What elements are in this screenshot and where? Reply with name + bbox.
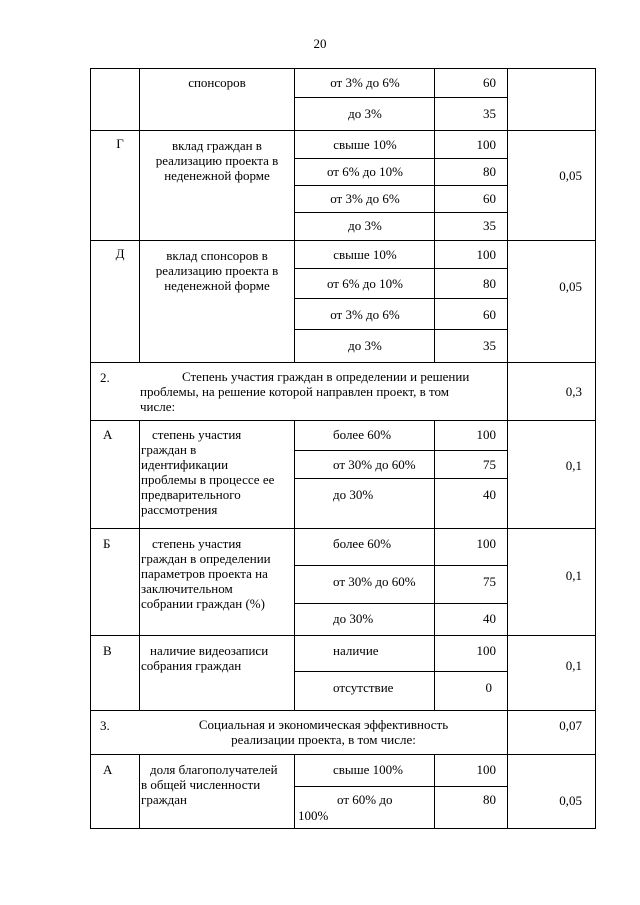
row-code: Г: [116, 136, 124, 151]
range-cell: от 60% до: [337, 792, 393, 807]
range-cell: до 3%: [348, 218, 382, 233]
indicator-name-line: заключительном: [141, 581, 233, 596]
section-title-line: Степень участия граждан в определении и решении: [182, 369, 470, 384]
weight-cell: 0,1: [565, 658, 582, 673]
score-cell: 40: [483, 487, 496, 502]
score-cell: 100: [476, 137, 496, 152]
indicator-name-line: вклад граждан в: [172, 138, 262, 153]
indicator-name-line: степень участия: [152, 536, 242, 551]
score-cell: 100: [476, 536, 496, 551]
range-cell: до 30%: [333, 611, 374, 626]
range-cell: от 3% до 6%: [330, 191, 400, 206]
row-code: Д: [115, 246, 125, 261]
range-cell: наличие: [333, 643, 379, 658]
range-cell: до 3%: [348, 106, 382, 121]
indicator-name-line: граждан в: [141, 442, 197, 457]
section-title-line: числе:: [140, 399, 176, 414]
indicator-name-line: граждан в определении: [141, 551, 271, 566]
indicator-name-line: вклад спонсоров в: [166, 248, 268, 263]
indicator-name-line: идентификации: [141, 457, 229, 472]
range-cell: более 60%: [333, 536, 392, 551]
range-cell: от 6% до 10%: [326, 276, 404, 291]
score-cell: 60: [483, 191, 496, 206]
range-cell: от 3% до 6%: [330, 75, 400, 90]
indicator-name-line: степень участия: [152, 427, 242, 442]
range-cell: до 3%: [348, 338, 382, 353]
row-code: А: [103, 762, 113, 777]
section-number: 3.: [100, 718, 110, 733]
score-cell: 100: [476, 427, 496, 442]
weight-cell: 0,05: [559, 793, 582, 808]
score-cell: 75: [483, 574, 496, 589]
row-code: А: [103, 427, 113, 442]
indicator-name-line: параметров проекта на: [141, 566, 268, 581]
indicator-name-line: наличие видеозаписи: [150, 643, 269, 658]
range-cell: от 30% до 60%: [333, 574, 416, 589]
range-cell: более 60%: [333, 427, 392, 442]
row-code: В: [103, 643, 112, 658]
section-number: 2.: [100, 370, 110, 385]
range-cell: от 6% до 10%: [326, 164, 404, 179]
indicator-name-line: рассмотрения: [141, 502, 218, 517]
weight-cell: 0,05: [559, 168, 582, 183]
range-cell: до 30%: [333, 487, 374, 502]
weight-cell: 0,1: [565, 458, 582, 473]
range-cell: от 3% до 6%: [330, 307, 400, 322]
page-number: 20: [313, 36, 327, 51]
score-cell: 100: [476, 247, 496, 262]
weight-cell: 0,3: [565, 384, 582, 399]
section-title-line: проблемы, на решение которой направлен проект, в том: [140, 384, 449, 399]
score-cell: 35: [483, 218, 496, 233]
section-title-line: реализации проекта, в том числе:: [231, 732, 416, 747]
indicator-name-line: собрании граждан (%): [141, 596, 265, 611]
weight-cell: 0,05: [559, 279, 582, 294]
score-cell: 80: [483, 164, 496, 179]
score-cell: 100: [476, 643, 496, 658]
indicator-name-line: собрания граждан: [141, 658, 242, 673]
weight-cell: 0,1: [565, 568, 582, 583]
range-cell-continuation: 100%: [298, 808, 329, 823]
range-cell: свыше 10%: [333, 137, 397, 152]
score-cell: 40: [483, 611, 496, 626]
indicator-name-line: граждан: [141, 792, 187, 807]
score-cell: 80: [483, 792, 496, 807]
indicator-name-line: реализацию проекта в: [155, 263, 279, 278]
section-title-line: Социальная и экономическая эффективность: [198, 717, 449, 732]
score-cell: 80: [483, 276, 496, 291]
score-cell: 60: [483, 75, 496, 90]
indicator-name-line: в общей численности: [141, 777, 261, 792]
indicator-name-line: неденежной форме: [164, 278, 270, 293]
indicator-name-line: проблемы в процессе ее: [141, 472, 275, 487]
score-cell: 35: [483, 338, 496, 353]
indicator-name-line: реализацию проекта в: [155, 153, 279, 168]
indicator-name-line: предварительного: [141, 487, 241, 502]
row-code: Б: [103, 536, 111, 551]
score-cell: 35: [483, 106, 496, 121]
range-cell: свыше 100%: [333, 762, 404, 777]
score-cell: 75: [483, 457, 496, 472]
range-cell: от 30% до 60%: [333, 457, 416, 472]
indicator-name-line: доля благополучателей: [150, 762, 278, 777]
range-cell: свыше 10%: [333, 247, 397, 262]
indicator-name: спонсоров: [188, 75, 246, 90]
range-cell: отсутствие: [333, 680, 394, 695]
weight-cell: 0,07: [559, 718, 582, 733]
indicator-name-line: неденежной форме: [164, 168, 270, 183]
score-cell: 0: [485, 680, 492, 695]
score-cell: 100: [476, 762, 496, 777]
score-cell: 60: [483, 307, 496, 322]
